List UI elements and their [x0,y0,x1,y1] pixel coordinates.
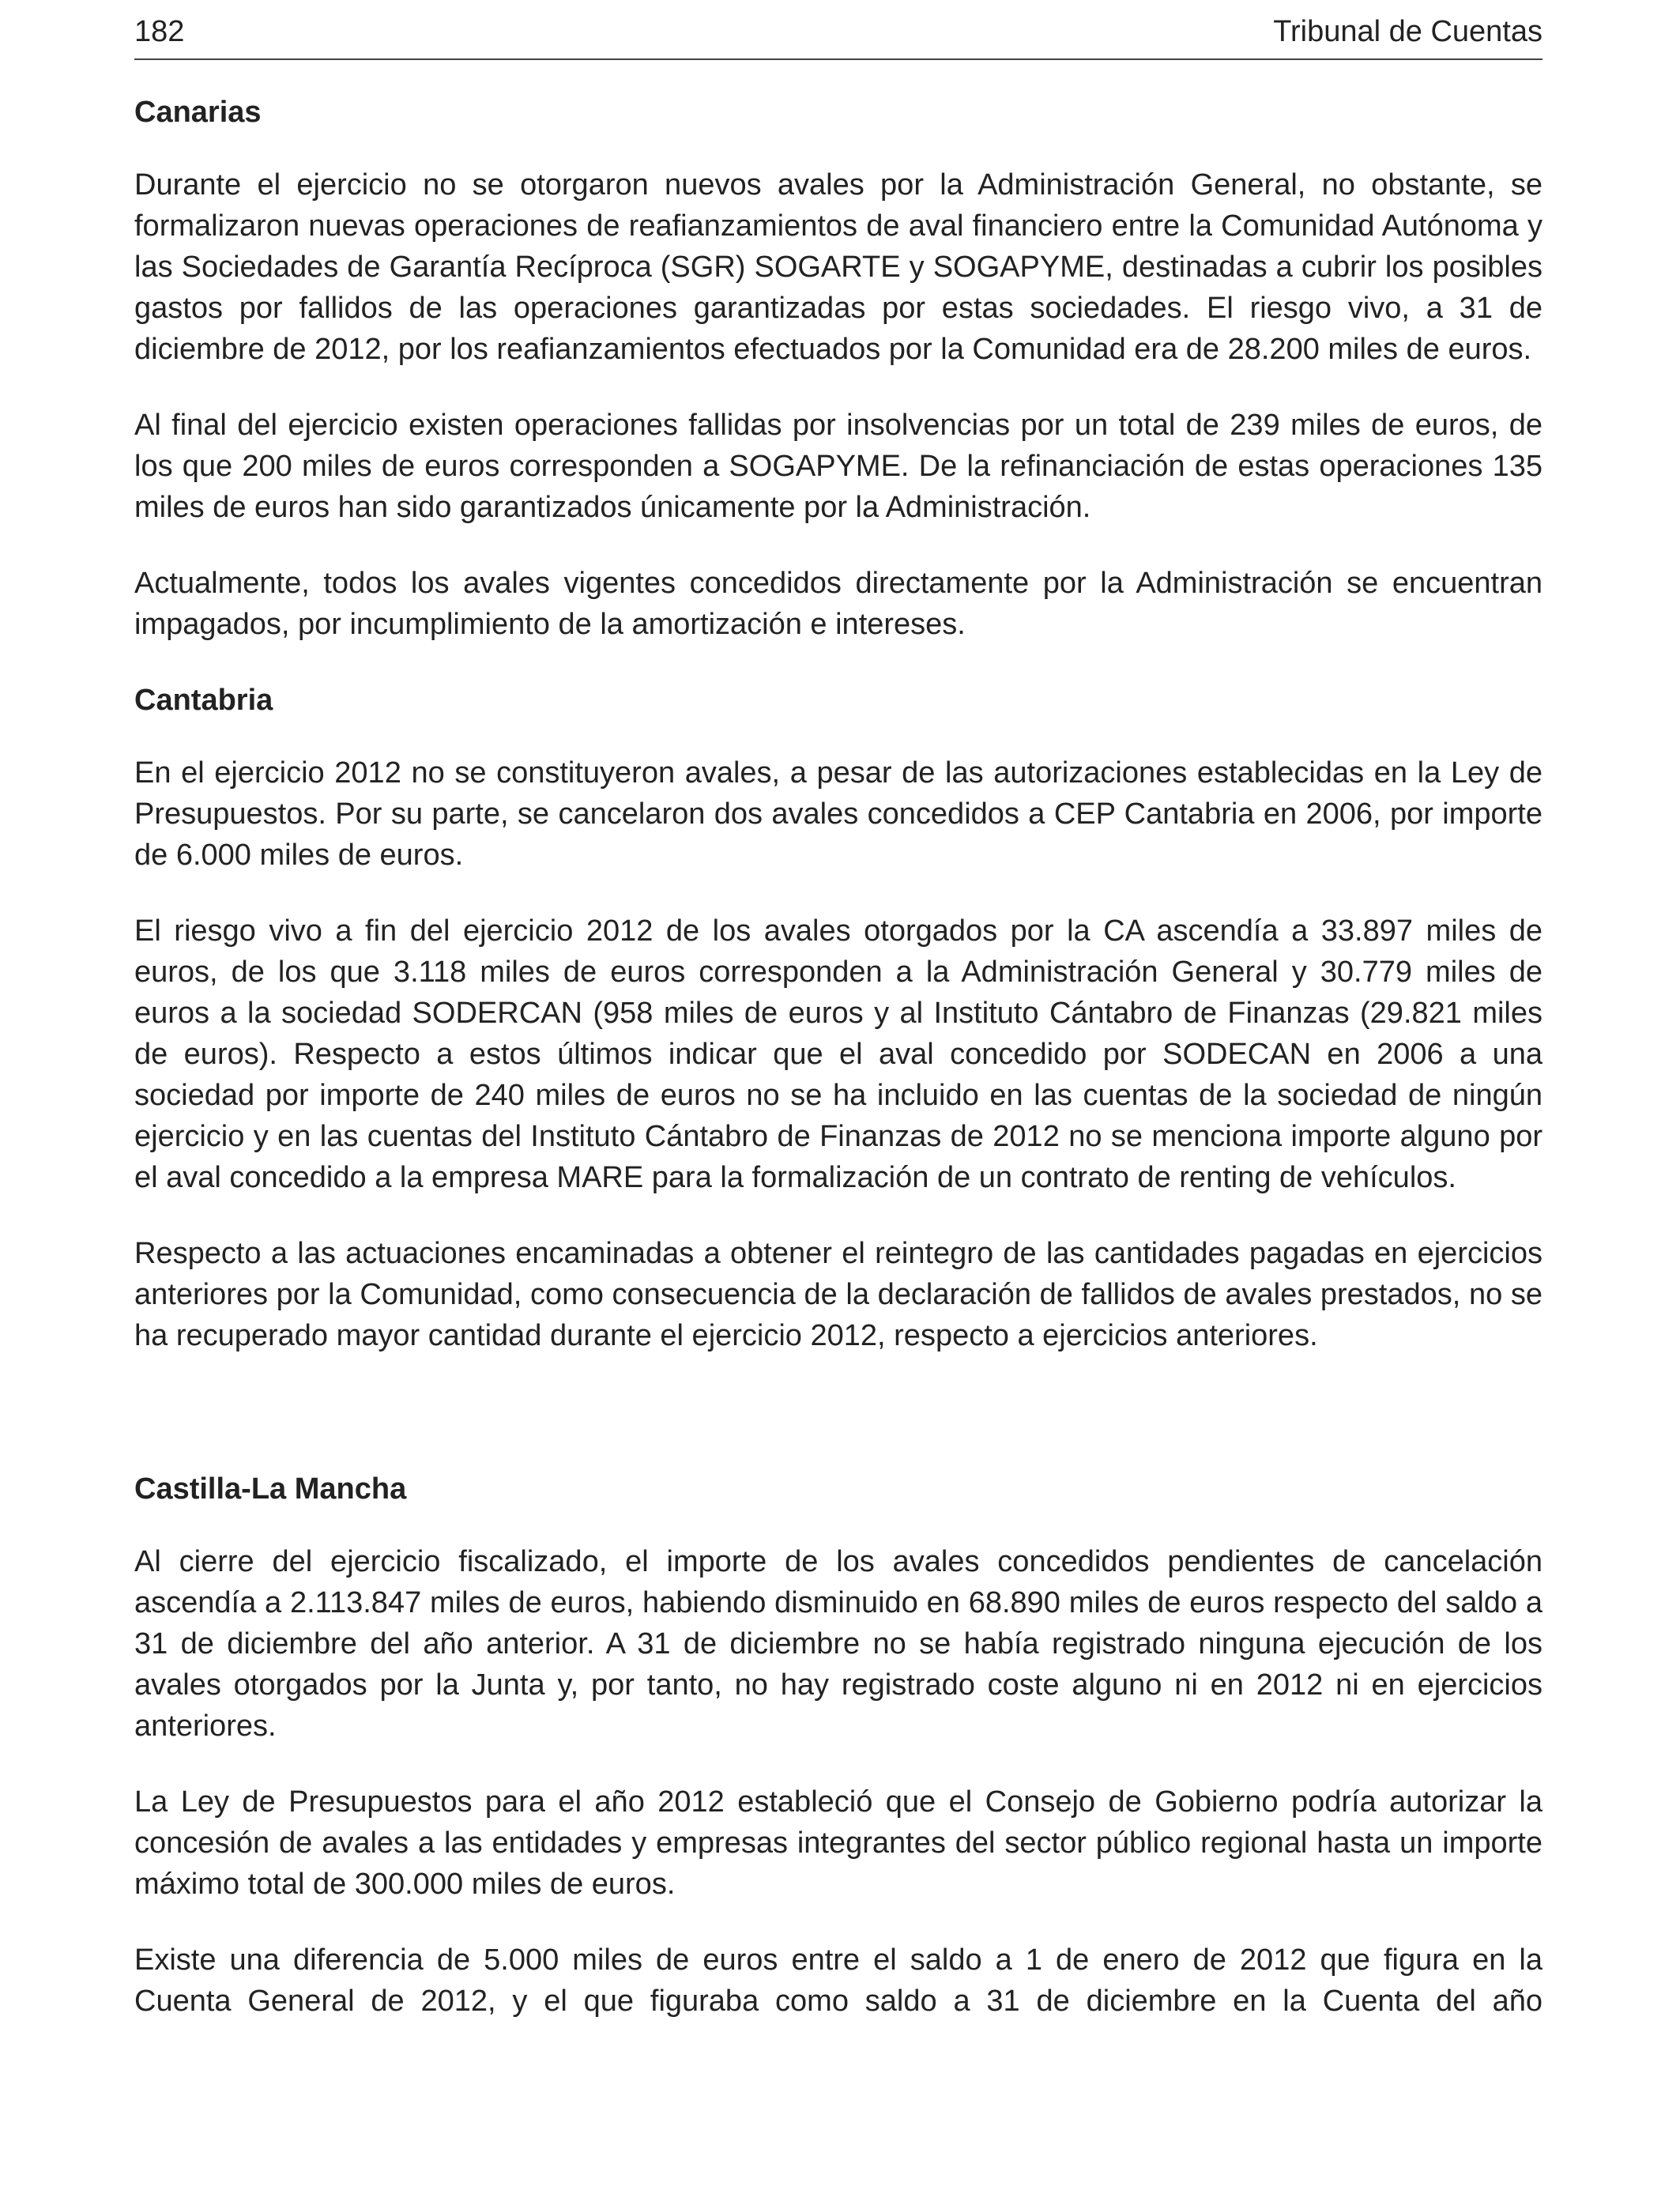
paragraph: Existe una diferencia de 5.000 miles de euros entre el saldo a 1 de enero de 2012 que figura en la Cuenta General de 2012, y el que figuraba como saldo a 31 de diciembre en la Cuenta del año [134,1943,1543,2018]
paragraph: En el ejercicio 2012 no se constituyeron avales, a pesar de las autorizaciones establecidas en la Ley de Presupuestos. Por su parte, se cancelaron dos avales concedidos a CEP Cantabria en 2006, por importe de 6.000 miles de euros. [134,756,1543,872]
document-body [134,60,1543,2022]
running-header [134,0,1543,60]
section-spacer [134,1391,1543,1468]
paragraph: El riesgo vivo a fin del ejercicio 2012 de los avales otorgados por la CA ascendía a 33.897 miles de euros, de los que 3.118 miles de euros corresponden a la Administración General y 30.779 miles de euros a la sociedad SODERCAN (958 miles de euros y al Instituto Cántabro de Finanzas (29.821 miles de euros). Respecto a estos últimos indicar que el aval concedido por SODECAN en 2006 a una sociedad por importe de 240 miles de euros no se ha incluido en las cuentas de la sociedad de ningún ejercicio y en las cuentas del Instituto Cántabro de Finanzas de 2012 no se menciona importe alguno por el aval concedido a la empresa MARE para la formalización de un contrato de renting de vehículos. [134,914,1543,1194]
running-title: Tribunal de Cuentas [1273,15,1543,48]
document-page [134,0,1543,2056]
page-number: 182 [134,15,185,48]
section-heading: Castilla-La Mancha [134,1472,407,1506]
section-heading: Canarias [134,96,262,129]
section-castilla-la-mancha [134,1468,1543,2022]
paragraph: Respecto a las actuaciones encaminadas a obtener el reintegro de las cantidades pagadas en ejercicios anteriores por la Comunidad, como consecuencia de la declaración de fallidos de avales prestados, no se ha recuperado mayor cantidad durante el ejercicio 2012, respecto a ejercicios anteriores. [134,1237,1543,1352]
section-heading: Cantabria [134,684,273,717]
paragraph: La Ley de Presupuestos para el año 2012 estableció que el Consejo de Gobierno podría autorizar la concesión de avales a las entidades y empresas integrantes del sector público regional hasta un importe máximo total de 300.000 miles de euros. [134,1785,1543,1901]
paragraph: Al cierre del ejercicio fiscalizado, el importe de los avales concedidos pendientes de cancelación ascendía a 2.113.847 miles de euros, habiendo disminuido en 68.890 miles de euros respecto del saldo a 31 de diciembre del año anterior. A 31 de diciembre no se había registrado ninguna ejecución de los avales otorgados por la Junta y, por tanto, no hay registrado coste alguno ni en 2012 ni en ejercicios anteriores. [134,1545,1543,1743]
paragraph: Al final del ejercicio existen operaciones fallidas por insolvencias por un total de 239 miles de euros, de los que 200 miles de euros corresponden a SOGAPYME. De la refinanciación de estas operaciones 135 miles de euros han sido garantizados únicamente por la Administración. [134,409,1543,524]
section-canarias [134,92,1543,645]
section-cantabria [134,680,1543,1356]
paragraph: Actualmente, todos los avales vigentes concedidos directamente por la Administración se encuentran impagados, por incumplimiento de la amortización e intereses. [134,567,1543,641]
paragraph: Durante el ejercicio no se otorgaron nuevos avales por la Administración General, no obstante, se formalizaron nuevas operaciones de reafianzamientos de aval financiero entre la Comunidad Autónoma y las Sociedades de Garantía Recíproca (SGR) SOGARTE y SOGAPYME, destinadas a cubrir los posibles gastos por fallidos de las operaciones garantizadas por estas sociedades. El riesgo vivo, a 31 de diciembre de 2012, por los reafianzamientos efectuados por la Comunidad era de 28.200 miles de euros. [134,168,1543,366]
